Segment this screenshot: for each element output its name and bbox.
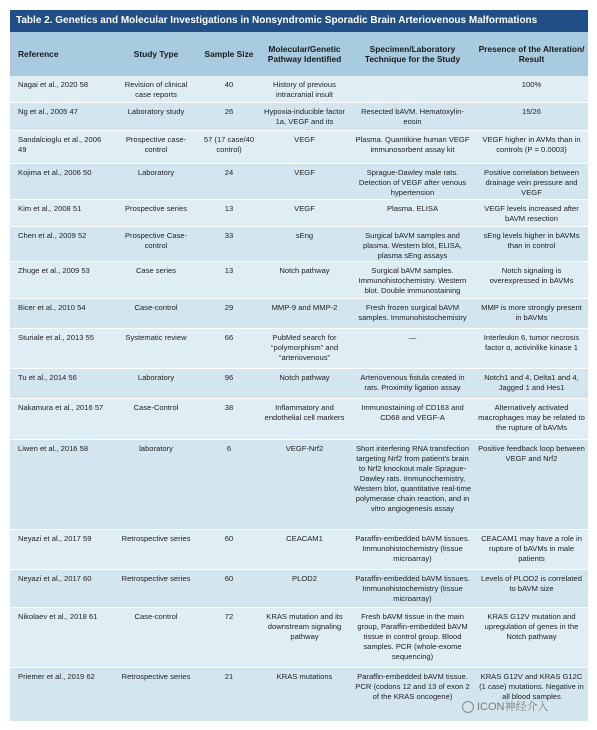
cell-res: Levels of PLOD2 is correlated to bAVM size [481,574,582,593]
cell-type: Case-control [134,303,178,312]
watermark-text: ICON神经介入 [477,701,549,713]
cell-res: Positive feedback loop between VEGF and Nrf2 [478,444,585,463]
cell-type: Prospective Case-control [124,231,188,250]
cell-res: Notch1 and 4, Delta1 and 4, Jagged 1 and Hes1 [484,373,579,392]
table-row [10,227,588,262]
cell-res: 15/26 [521,107,541,116]
cell-ref: Priemer et al., 2019 62 [18,672,95,681]
cell-path: PubMed search for “polymorphism” and “arteriovenous” [270,333,339,362]
cell-spec: — [408,333,417,342]
cell-spec: Sprague-Dawley male rats. Detection of VEGF after venous hypertension [358,168,467,197]
cell-size: 6 [226,444,232,453]
cell-type: Case series [135,266,177,275]
cell-spec: Paraffin-embedded bAVM tissue. PCR (codons 12 and 13 of exon 2 of the KRAS oncogene) [355,672,470,701]
cell-ref: Sturiale et al., 2013 55 [18,333,94,342]
cell-res: Alternatively activated macrophages may be related to the rupture of bAVMs [478,403,585,432]
cell-ref: Neyazi et al., 2017 59 [18,534,92,543]
cell-spec: Short interfering RNA transfection targeting Nrf2 from patient's brain to Nrf2 knockout male Sprague-Dawley rats. Immunochemistry, Western blot, quantitative real-time polymerase chain reaction, and in vitro angiogenesis assay [353,444,472,513]
cell-spec: Plasma. ELISA [386,204,439,213]
cell-size: 96 [224,373,234,382]
cell-size: 29 [224,303,234,312]
table-row [10,399,588,440]
table-row [10,200,588,227]
cell-ref: Bicer et al., 2010 54 [18,303,86,312]
table-title: Table 2. Genetics and Molecular Investigations in Nonsyndromic Sporadic Brain Arteriovenous Malformations [10,10,588,32]
cell-type: Retrospective series [121,672,191,681]
cell-res: MMP is more strongly present in bAVMs [481,303,582,322]
cell-path: History of previous intracranial insult [273,80,336,99]
cell-type: Prospective series [124,204,188,213]
table-row [10,131,588,164]
header-study-type: Study Type [133,49,179,59]
cell-spec: Surgical bAVM samples and plasma. Western blot, ELISA, plasma sEng assays [362,231,463,260]
cell-spec: Plasma. Quantikine human VEGF immunosorbent assay kit [355,135,470,154]
cell-size: 33 [224,231,234,240]
cell-size: 13 [224,266,234,275]
cell-size: 66 [224,333,234,342]
cell-size: 60 [224,534,234,543]
cell-type: Systematic review [125,333,187,342]
cell-size: 24 [224,168,234,177]
header-result: Presence of the Alteration/ Result [478,44,585,64]
cell-spec: Fresh frozen surgical bAVM samples. Immunohistochemistry [358,303,467,322]
cell-size: 57 (17 case/40 control) [203,135,255,154]
cell-res: Interleukin 6, tumor necrosis factor α, activinlike kinase 1 [483,333,580,352]
cell-ref: Ng et al., 2005 47 [18,107,78,116]
cell-path: MMP-9 and MMP-2 [271,303,338,312]
watermark [462,698,549,714]
table-header [10,32,588,76]
cell-res: VEGF levels increased after bAVM resection [484,204,579,223]
cell-type: Case-control [134,612,178,621]
cell-size: 72 [224,612,234,621]
cell-ref: Sandalcioglu et al., 2006 49 [18,135,102,154]
cell-path: PLOD2 [292,574,317,583]
header-sample-size: Sample Size [204,49,254,59]
table-row [10,530,588,570]
cell-size: 21 [224,672,234,681]
cell-type: Laboratory [137,373,175,382]
table-row [10,608,588,668]
cell-path: sEng [295,231,314,240]
cell-spec: Paraffin-embedded bAVM tissues. Immunohistochemistry (tissue microarray) [355,534,470,563]
cell-spec: Paraffin-embedded bAVM tissues. Immunohistochemistry (tissue microarray) [355,574,470,603]
cell-ref: Zhuge et al., 2009 53 [18,266,90,275]
cell-path: KRAS mutations [276,672,333,681]
cell-type: Retrospective series [121,534,191,543]
cell-path: Hypoxia-inducible factor 1a, VEGF and its [263,107,346,126]
cell-ref: Nagai et al., 2020 58 [18,80,89,89]
cell-size: 38 [224,403,234,412]
cell-ref: Neyazi et al., 2017 60 [18,574,92,583]
header-specimen: Specimen/Laboratory Technique for the Study [364,44,461,64]
cell-type: Case-Control [133,403,179,412]
table-row [10,299,588,329]
table-row [10,369,588,399]
table-row [10,262,588,299]
cell-path: KRAS mutation and its downstream signaling pathway [266,612,343,641]
cell-ref: Nakamura et al., 2016 57 [18,403,104,412]
table-row [10,570,588,608]
chat-bubble-icon [462,701,474,713]
cell-size: 26 [224,107,234,116]
cell-path: Notch pathway [279,266,330,275]
cell-res: 100% [521,80,542,89]
cell-type: laboratory [139,444,173,453]
cell-type: Laboratory [137,168,175,177]
cell-ref: Nikolaev et al., 2018 61 [18,612,98,621]
table-row [10,329,588,369]
table-row [10,440,588,530]
cell-size: 40 [224,80,234,89]
cell-res: sEng levels higher in bAVMs than in control [483,231,580,250]
cell-spec: Fresh bAVM tissue in the main group, Paraffin-embedded bAVM tissue in control group. Blood samples. PCR (whole-exome sequencing) [357,612,468,661]
cell-ref: Tu et al., 2014 56 [18,373,77,382]
cell-path: VEGF-Nrf2 [285,444,324,453]
cell-path: Inflammatory and endothelial cell markers [264,403,345,422]
cell-size: 13 [224,204,234,213]
cell-res: KRAS G12V and KRAS G12C (1 case) mutations. Negative in all blood samples [479,672,584,701]
cell-type: Revision of clinical case reports [124,80,188,99]
cell-path: Notch pathway [279,373,330,382]
cell-type: Laboratory study [127,107,185,116]
cell-path: VEGF [294,168,315,177]
header-reference: Reference [18,49,59,59]
cell-path: VEGF [294,135,315,144]
table-row [10,164,588,200]
header-pathway: Molecular/Genetic Pathway Identified [267,44,342,64]
cell-res: KRAS G12V mutation and upregulation of genes in the Notch pathway [484,612,579,641]
table-row [10,76,588,103]
cell-size: 60 [224,574,234,583]
cell-ref: Kojima et al., 2006 50 [18,168,92,177]
cell-res: Positive correlation between drainage vein pressure and VEGF [484,168,579,197]
table-row [10,103,588,131]
cell-path: VEGF [294,204,315,213]
cell-spec: Immunostaining of CD163 and CD68 and VEGF-A [361,403,464,422]
cell-ref: Liwen et al., 2016 58 [18,444,89,453]
cell-path: CEACAM1 [286,534,323,543]
cell-res: CEACAM1 may have a role in rupture of bAVMs in male patients [481,534,582,563]
cell-ref: Kim et al., 2008 51 [18,204,82,213]
table-frame [10,10,588,721]
cell-res: VEGF higher in AVMs than in controls (P = 0.0003) [482,135,581,154]
cell-res: Notch signaling is overexpressed in bAVMs [489,266,574,285]
cell-type: Prospective case-control [125,135,187,154]
cell-spec: Surgical bAVM samples. Immunohistochemistry. Western blot. Double immunostaining [358,266,467,295]
cell-spec: Arteriovenous fistula created in rats. Proximity ligation assay [360,373,465,392]
cell-type: Retrospective series [121,574,191,583]
cell-spec: Resected bAVM. Hematoxylin-eosin [361,107,464,126]
cell-ref: Chen et al., 2009 52 [18,231,87,240]
